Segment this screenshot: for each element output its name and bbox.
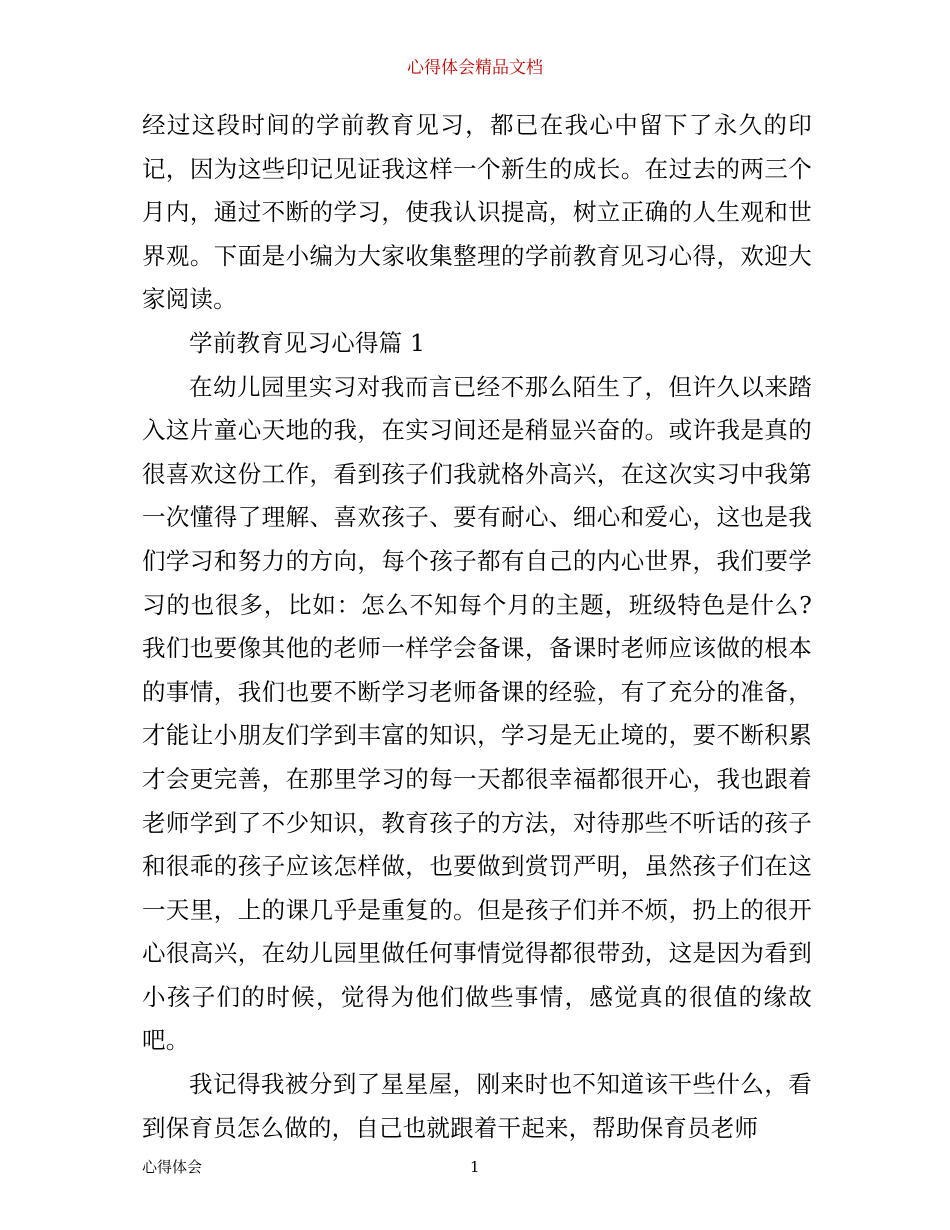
body-paragraph-1: 在幼儿园里实习对我而言已经不那么陌生了，但许久以来踏入这片童心天地的我，在实习间还是稍显兴奋的。或许我是真的很喜欢这份工作，看到孩子们我就格外高兴，在这次实习中我第一次懂得了理解、喜欢孩子、要有耐心、细心和爱心，这也是我们学习和努力的方向，每个孩子都有自己的内心世界，我们要学习的也很多，比如：怎么不知每个月的主题，班级特色是什么?我们也要像其他的老师一样学会备课，备课时老师应该做的根本的事情，我们也要不断学习老师备课的经验，有了充分的准备，才能让小朋友们学到丰富的知识，学习是无止境的，要不断积累才会更完善，在那里学习的每一天都很幸福都很开心，我也跟着老师学到了不少知识，教育孩子的方法，对待那些不听话的孩子和很乖的孩子应该怎样做，也要做到赏罚严明，虽然孩子们在这一天里，上的课几乎是重复的。但是孩子们并不烦，扔上的很开心很高兴，在幼儿园里做任何事情觉得都很带劲，这是因为看到小孩子们的时候，觉得为他们做些事情，感觉真的很值的缘故吧。 [142, 372, 812, 1055]
body-paragraph-2: 我记得我被分到了星星屋，刚来时也不知道该干些什么，看到保育员怎么做的，自己也就跟着干起来，帮助保育员老师 [142, 1070, 812, 1142]
page-header-title: 心得体会精品文档 [407, 58, 543, 78]
footer-label: 心得体会 [142, 1158, 203, 1176]
document-body [142, 104, 812, 1150]
intro-paragraph: 经过这段时间的学前教育见习，都已在我心中留下了永久的印记，因为这些印记见证我这样一个新生的成长。在过去的两三个月内，通过不断的学习，使我认识提高，树立正确的人生观和世界观。下面是小编为大家收集整理的学前教育见习心得，欢迎大家阅读。 [142, 111, 812, 314]
page-number: 1 [470, 1158, 480, 1176]
section-heading: 学前教育见习心得篇 1 [189, 328, 426, 357]
